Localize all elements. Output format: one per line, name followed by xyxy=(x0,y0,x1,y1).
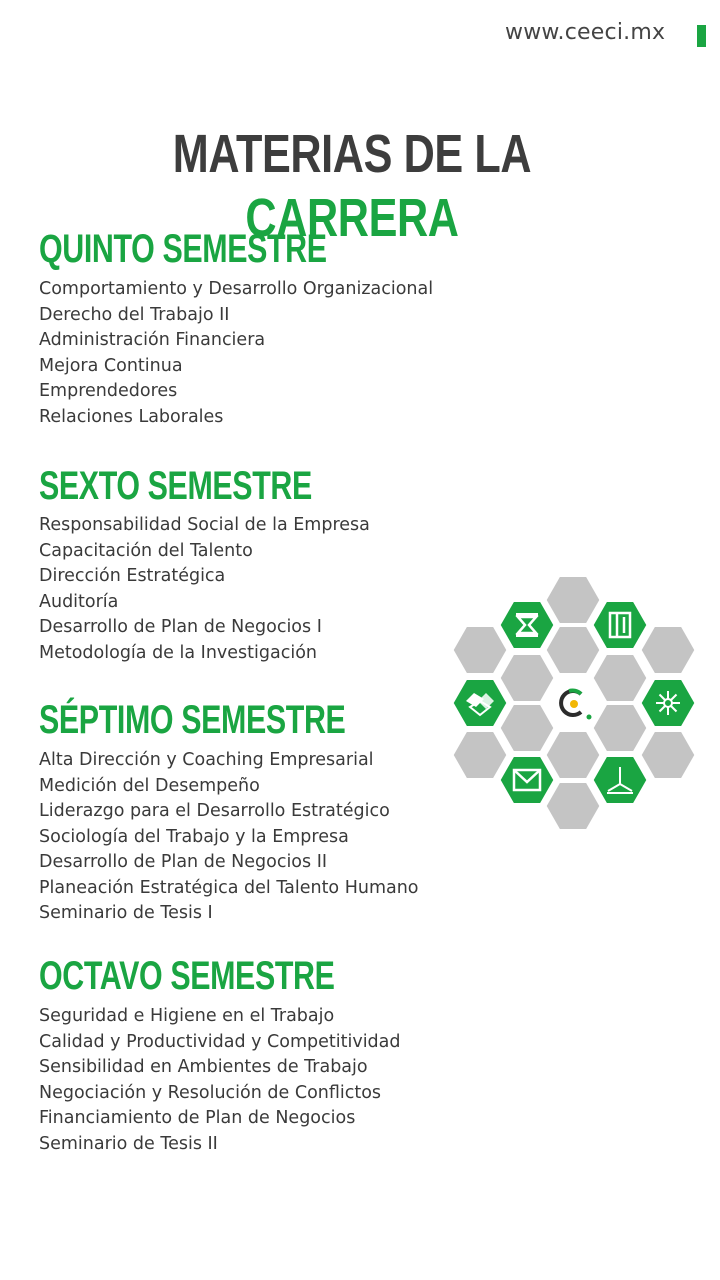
course-item: Liderazgo para el Desarrollo Estratégico xyxy=(39,801,390,821)
course-item: Responsabilidad Social de la Empresa xyxy=(39,515,370,535)
semester-heading-septimo: SÉPTIMO SEMESTRE xyxy=(39,698,346,742)
course-item: Administración Financiera xyxy=(39,330,266,350)
semester-heading-octavo: OCTAVO SEMESTRE xyxy=(39,954,335,998)
title-part-2: CARRERA xyxy=(245,188,459,248)
course-item: Medición del Desempeño xyxy=(39,775,260,796)
course-item: Sensibilidad en Ambientes de Trabajo xyxy=(39,1057,368,1077)
hex-gray xyxy=(640,626,696,675)
course-item: Comportamiento y Desarrollo Organizacional xyxy=(39,279,434,299)
course-item: Auditoría xyxy=(39,591,119,612)
course-item: Alta Dirección y Coaching Empresarial xyxy=(39,750,374,770)
course-item: Negociación y Resolución de Conflictos xyxy=(39,1082,382,1103)
course-item: Desarrollo de Plan de Negocios I xyxy=(39,617,322,637)
hex-gray xyxy=(592,704,648,753)
course-item: Relaciones Laborales xyxy=(39,406,224,427)
semester-heading-quinto: QUINTO SEMESTRE xyxy=(39,227,327,271)
hex-gray xyxy=(499,704,555,753)
hex-gray xyxy=(545,782,601,831)
course-item: Capacitación del Talento xyxy=(39,540,253,561)
course-item: Desarrollo de Plan de Negocios II xyxy=(39,852,328,872)
hex-green xyxy=(592,601,648,650)
course-item: Seminario de Tesis I xyxy=(39,903,213,923)
hex-gray xyxy=(499,654,555,703)
hex-gray xyxy=(545,576,601,625)
hex-gray xyxy=(545,731,601,780)
course-item: Financiamiento de Plan de Negocios xyxy=(39,1108,356,1128)
title-part-1: MATERIAS DE LA xyxy=(172,124,532,184)
course-item: Metodología de la Investigación xyxy=(39,642,317,663)
course-item: Seguridad e Higiene en el Trabajo xyxy=(39,1006,335,1026)
course-item: Sociología del Trabajo y la Empresa xyxy=(39,826,349,847)
hex-gray xyxy=(452,626,508,675)
course-list-sexto xyxy=(39,513,370,666)
course-list-septimo xyxy=(39,748,419,927)
course-item: Emprendedores xyxy=(39,381,178,401)
course-list-octavo xyxy=(39,1004,401,1157)
hex-gray xyxy=(640,731,696,780)
course-item: Seminario de Tesis II xyxy=(39,1133,218,1154)
semester-heading-sexto: SEXTO SEMESTRE xyxy=(39,464,312,508)
course-item: Calidad y Productividad y Competitividad xyxy=(39,1031,401,1052)
course-item: Mejora Continua xyxy=(39,355,183,376)
course-item: Dirección Estratégica xyxy=(39,566,226,586)
hex-gray xyxy=(545,626,601,675)
hex-gray xyxy=(592,654,648,703)
accent-bar xyxy=(697,25,706,47)
atom-icon xyxy=(656,691,680,715)
hex-green xyxy=(499,756,555,805)
site-url[interactable]: www.ceeci.mx xyxy=(505,20,666,45)
course-item: Derecho del Trabajo II xyxy=(39,304,230,325)
course-list-quinto xyxy=(39,277,433,430)
hex-gray xyxy=(452,731,508,780)
course-item: Planeación Estratégica del Talento Humano xyxy=(39,877,419,898)
hex-green xyxy=(499,601,555,650)
hexagon-cluster xyxy=(448,574,700,836)
